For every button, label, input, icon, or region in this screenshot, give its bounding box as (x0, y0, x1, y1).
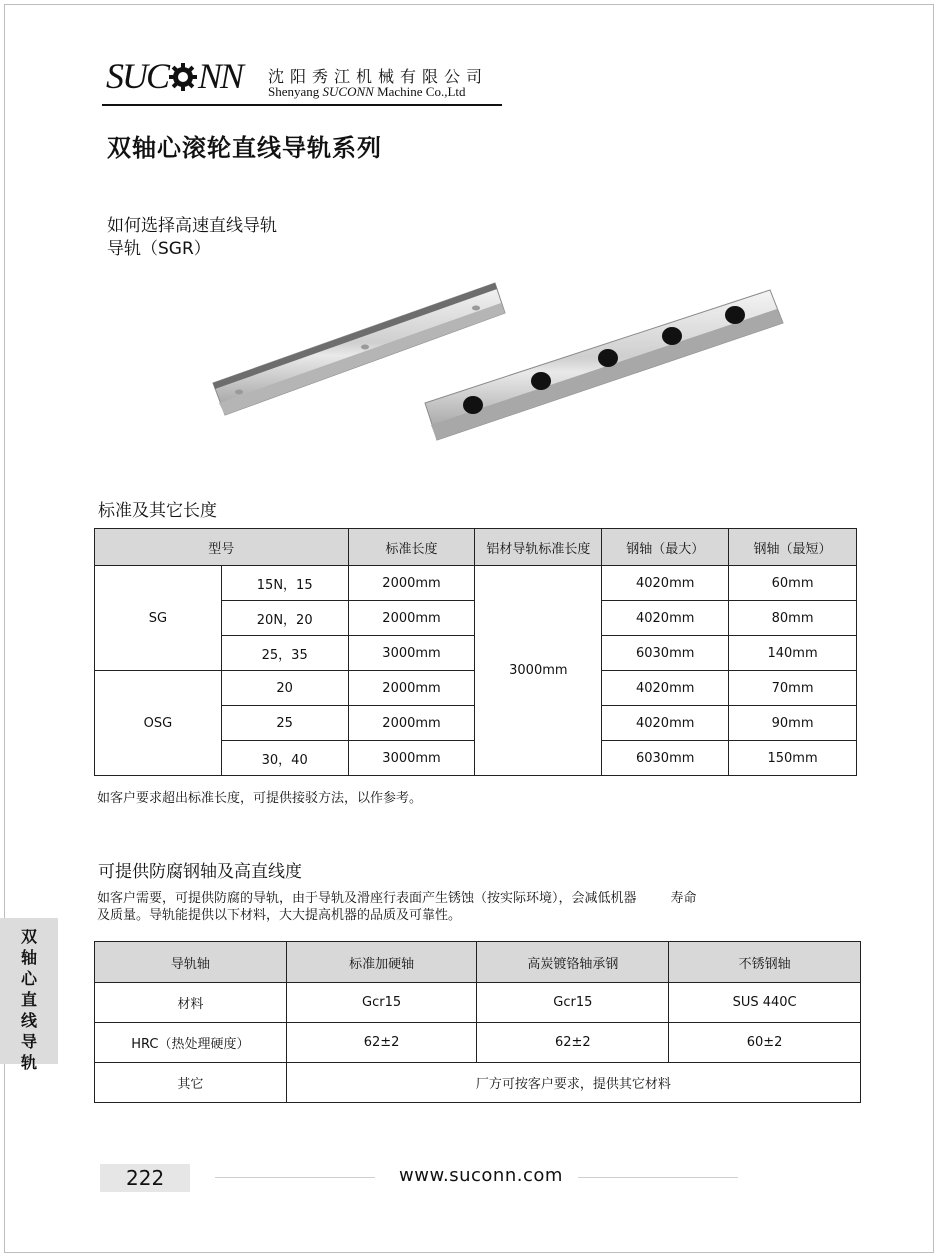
row-label: 其它 (95, 1063, 287, 1103)
footer-line-left (215, 1177, 375, 1178)
steel-max-cell: 6030mm (602, 636, 729, 671)
footer-url: www.suconn.com (399, 1165, 563, 1186)
length-table (94, 528, 857, 776)
table-cell: 62±2 (477, 1023, 669, 1063)
material-table (94, 941, 861, 1103)
company-en-suffix: Machine Co.,Ltd (377, 84, 466, 99)
length-section-title: 标准及其它长度 (98, 501, 217, 521)
steel-max-cell: 4020mm (602, 671, 729, 706)
header-rail-shaft: 导轨轴 (95, 942, 287, 983)
size-cell: 30，40 (221, 741, 348, 776)
model-cell: SG (95, 566, 222, 671)
model-cell: OSG (95, 671, 222, 776)
material-paragraph-line-2: 及质量。导轨能提供以下材料，大大提高机器的品质及可靠性。 (97, 908, 462, 923)
steel-min-cell: 90mm (729, 706, 857, 741)
steel-min-cell: 150mm (729, 741, 857, 776)
size-cell: 25，35 (221, 636, 348, 671)
header-aluminum-length: 铝材导轨标准长度 (475, 529, 602, 566)
steel-min-cell: 80mm (729, 601, 857, 636)
logo-text-right: NN (198, 56, 243, 96)
steel-min-cell: 70mm (729, 671, 857, 706)
std-length-cell: 2000mm (348, 601, 475, 636)
header-steel-min: 钢轴（最短） (729, 529, 857, 566)
std-length-cell: 3000mm (348, 636, 475, 671)
size-cell: 20N，20 (221, 601, 348, 636)
header-model: 型号 (95, 529, 349, 566)
side-tab-label: 双轴心直线导轨 (20, 927, 37, 1072)
material-table-header (95, 942, 861, 983)
gear-icon (168, 62, 198, 92)
table-row (95, 1063, 861, 1103)
footer-line-right (578, 1177, 738, 1178)
size-cell: 15N，15 (221, 566, 348, 601)
para-line1-a: 如客户需要，可提供防腐的导轨，由于导轨及滑座行表面产生锈蚀（按实际环境），会减低机器 (97, 891, 637, 906)
header-rule (102, 104, 502, 106)
table-row (95, 1023, 861, 1063)
para-line1-b: 寿命 (670, 891, 697, 906)
header-stainless-shaft: 不锈钢轴 (669, 942, 861, 983)
row-label: HRC（热处理硬度） (95, 1023, 287, 1063)
steel-max-cell: 6030mm (602, 741, 729, 776)
page-number: 222 (126, 1166, 165, 1190)
company-name-cn: 沈阳秀江机械有限公司 (268, 67, 489, 86)
steel-max-cell: 4020mm (602, 706, 729, 741)
table-row (95, 566, 857, 601)
size-cell: 25 (221, 706, 348, 741)
table-cell: 60±2 (669, 1023, 861, 1063)
company-name-en (268, 84, 466, 100)
steel-max-cell: 4020mm (602, 566, 729, 601)
table-cell: Gcr15 (286, 983, 477, 1023)
std-length-cell: 2000mm (348, 671, 475, 706)
table-cell: Gcr15 (477, 983, 669, 1023)
rail-product-image (205, 275, 795, 450)
table-cell: 62±2 (286, 1023, 477, 1063)
steel-min-cell: 60mm (729, 566, 857, 601)
length-note: 如客户要求超出标准长度，可提供接驳方法，以作参考。 (97, 791, 423, 806)
page-title: 双轴心滚轮直线导轨系列 (107, 134, 382, 162)
row-label: 材料 (95, 983, 287, 1023)
other-materials-cell: 厂方可按客户要求，提供其它材料 (286, 1063, 860, 1103)
header-standard-length: 标准长度 (348, 529, 475, 566)
table-row (95, 983, 861, 1023)
table-cell: SUS 440C (669, 983, 861, 1023)
material-section-title: 可提供防腐钢轴及高直线度 (98, 862, 302, 882)
length-table-header (95, 529, 857, 566)
steel-min-cell: 140mm (729, 636, 857, 671)
logo-text-left: SUC (106, 56, 169, 96)
std-length-cell: 2000mm (348, 706, 475, 741)
header-chrome-bearing-steel: 高炭镀铬轴承钢 (477, 942, 669, 983)
steel-max-cell: 4020mm (602, 601, 729, 636)
subtitle-line-2: 导轨（SGR） (107, 239, 211, 259)
subtitle-line-1: 如何选择高速直线导轨 (107, 216, 277, 236)
aluminum-length-cell: 3000mm (475, 566, 602, 776)
header-standard-hardened: 标准加硬轴 (286, 942, 477, 983)
std-length-cell: 3000mm (348, 741, 475, 776)
company-en-prefix: Shenyang (268, 84, 320, 99)
size-cell: 20 (221, 671, 348, 706)
std-length-cell: 2000mm (348, 566, 475, 601)
company-logo (106, 58, 242, 94)
company-en-brand: SUCONN (322, 84, 374, 99)
header-steel-max: 钢轴（最大） (602, 529, 729, 566)
side-tab (0, 918, 58, 1072)
